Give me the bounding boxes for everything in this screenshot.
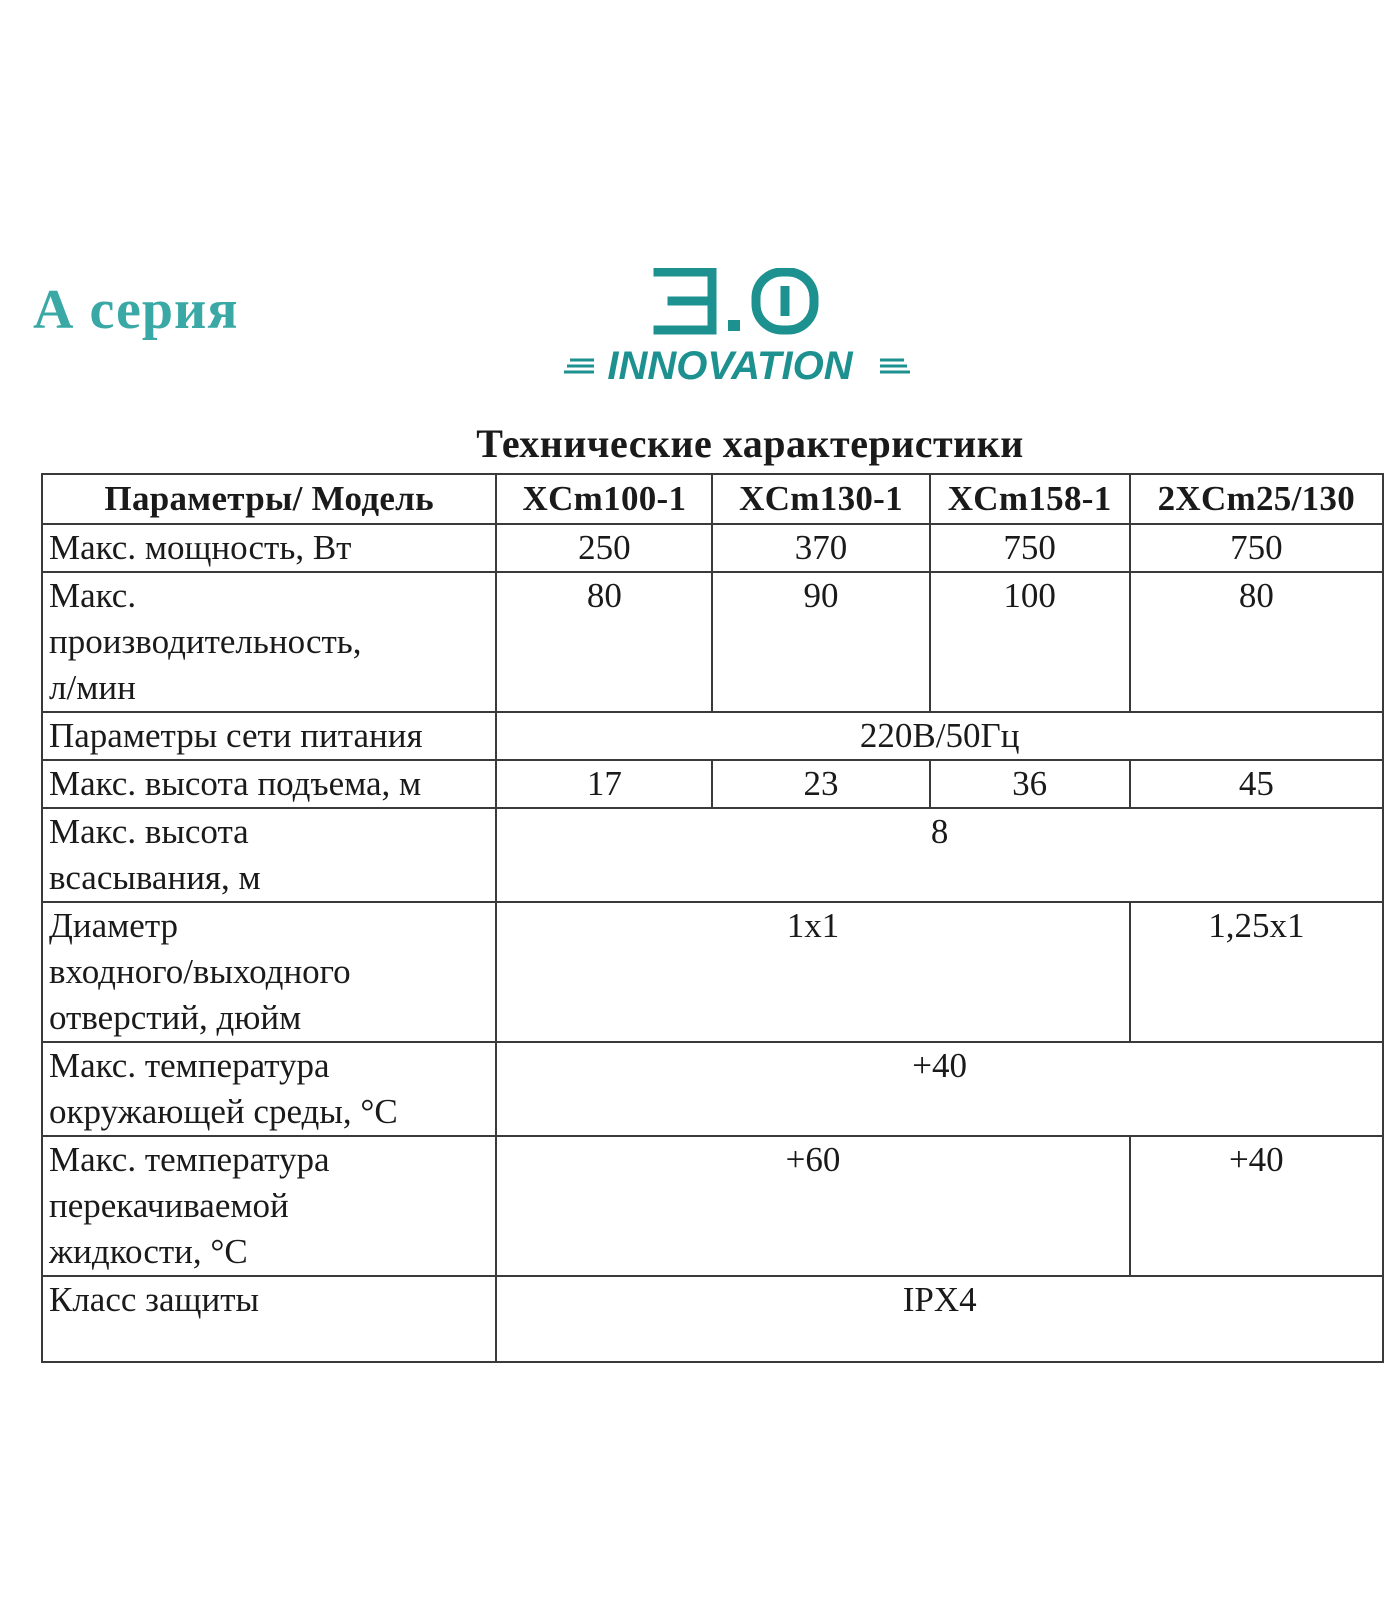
table-row-diameter <box>42 902 1383 1042</box>
table-row-power <box>42 524 1383 572</box>
value-cell: IPX4 <box>496 1276 1383 1362</box>
param-label-line: Макс. температура <box>49 1140 330 1179</box>
logo-graphic <box>562 268 932 398</box>
header-param: Параметры/ Модель <box>42 474 496 524</box>
param-label-line: Макс. <box>49 576 137 615</box>
value-cell: 370 <box>712 524 929 572</box>
value-cell: +60 <box>496 1136 1129 1276</box>
header-model: XCm158-1 <box>930 474 1130 524</box>
value-cell: 1,25x1 <box>1130 902 1383 1042</box>
param-label-line: отверстий, дюйм <box>49 998 302 1037</box>
param-label <box>42 808 496 902</box>
table-row-mains <box>42 712 1383 760</box>
param-label <box>42 572 496 712</box>
param-label: Параметры сети питания <box>42 712 496 760</box>
value-cell: 80 <box>496 572 712 712</box>
param-label: Класс защиты <box>42 1276 496 1362</box>
param-label-line: перекачиваемой <box>49 1186 289 1225</box>
value-cell: 100 <box>930 572 1130 712</box>
param-label-line: Макс. высота <box>49 812 249 851</box>
value-cell: +40 <box>1130 1136 1383 1276</box>
param-label <box>42 1136 496 1276</box>
header-model: XCm130-1 <box>712 474 929 524</box>
value-cell: 8 <box>496 808 1383 902</box>
value-cell: 23 <box>712 760 929 808</box>
param-label-line: производительность, <box>49 622 362 661</box>
value-cell: +40 <box>496 1042 1383 1136</box>
value-cell: 45 <box>1130 760 1383 808</box>
table-title: Технические характеристики <box>476 421 1024 466</box>
specs-table <box>41 473 1384 1363</box>
table-row-suction <box>42 808 1383 902</box>
param-label-line: всасывания, м <box>49 858 261 897</box>
table-row-protection <box>42 1276 1383 1362</box>
table-header-row <box>42 474 1383 524</box>
table-row-liquid-temp <box>42 1136 1383 1276</box>
param-label-line: окружающей среды, °С <box>49 1092 398 1131</box>
param-label <box>42 1042 496 1136</box>
value-cell: 36 <box>930 760 1130 808</box>
table-row-flow <box>42 572 1383 712</box>
value-cell: 1x1 <box>496 902 1129 1042</box>
param-label-line: жидкости, °С <box>49 1232 248 1271</box>
param-label-line: Диаметр <box>49 906 179 945</box>
param-label-line: Макс. температура <box>49 1046 330 1085</box>
series-title: А серия <box>33 279 239 341</box>
header-model: 2XCm25/130 <box>1130 474 1383 524</box>
value-cell: 750 <box>930 524 1130 572</box>
logo-brand-text: INNOVATION <box>607 344 853 388</box>
brand-logo <box>562 268 932 398</box>
table-row-head <box>42 760 1383 808</box>
logo-right-lines <box>880 360 910 372</box>
param-label <box>42 902 496 1042</box>
value-cell: 250 <box>496 524 712 572</box>
value-cell: 750 <box>1130 524 1383 572</box>
value-cell: 80 <box>1130 572 1383 712</box>
value-cell: 17 <box>496 760 712 808</box>
value-cell: 220В/50Гц <box>496 712 1383 760</box>
param-label: Макс. высота подъема, м <box>42 760 496 808</box>
table-row-ambient-temp <box>42 1042 1383 1136</box>
value-cell: 90 <box>712 572 929 712</box>
param-label-line: входного/выходного <box>49 952 351 991</box>
param-label-line: л/мин <box>49 668 136 707</box>
logo-number-mark <box>658 272 814 331</box>
logo-left-lines <box>564 360 594 372</box>
header-model: XCm100-1 <box>496 474 712 524</box>
param-label: Макс. мощность, Вт <box>42 524 496 572</box>
